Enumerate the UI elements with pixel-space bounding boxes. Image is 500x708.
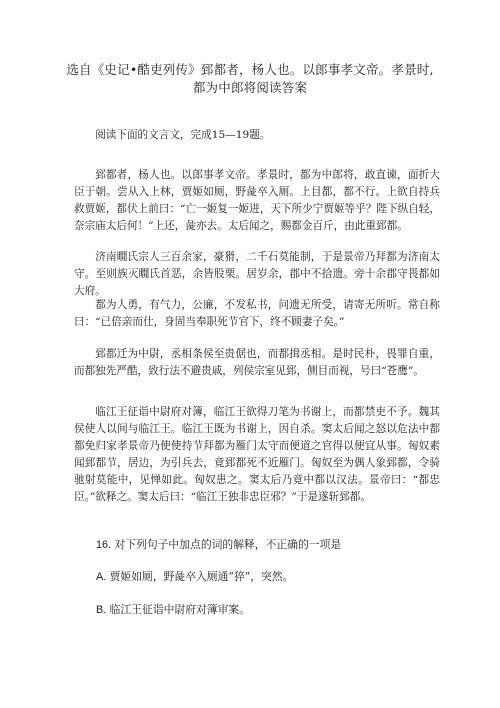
option-text: 临江王征诣中尉府对簿审案。 bbox=[109, 603, 250, 616]
option-letter: B. bbox=[96, 604, 107, 616]
instruction-text: 阅读下面的文言文，完成15—19题。 bbox=[95, 129, 271, 141]
document-title bbox=[58, 61, 442, 97]
option-b bbox=[96, 602, 250, 618]
option-text: 贾姬如厕，野彘卒入厕通“猝”，突然。 bbox=[109, 570, 294, 583]
paragraph-3: 都为人勇，有气力，公廉，不发私书，问遗无所受，请寄无所听。常自称曰：“已倍亲而仕，身固当奉职死节官下，终不顾妻子矣。” bbox=[74, 299, 440, 328]
title-line-2: 都为中郎将阅读答案 bbox=[192, 80, 308, 95]
option-letter: A. bbox=[96, 571, 107, 583]
question-text: 对下列句子中加点的词的解释，不正确的一项是 bbox=[114, 538, 342, 551]
paragraph-4: 郅都迁为中尉，丞相条侯至贵倨也，而都揖丞相。是时民朴，畏罪自重，而都独先严酷，致行法不避贵戚，列侯宗室见郅，侧目而视，号曰“苍鹰”。 bbox=[74, 348, 440, 377]
question-16 bbox=[96, 537, 341, 553]
paragraph-1: 郅都者，杨人也。以郎事孝文帝。孝景时，都为中郎将，敢直谏，面折大臣于朝。尝从入上林，贾姬如厕，野彘卒入厕。上目都，都不行。上欲自持兵救贾姬，都伏上前曰：“亡一姬复一姬进，天下所少宁贾姬等乎？陛下纵自轻，奈宗庙太后何！”上还，彘亦去。太后闻之，赐都金百斤，由此重郅都。 bbox=[74, 169, 440, 232]
title-line-1: 选自《史记•酷吏列传》郅都者，杨人也。以郎事孝文帝。孝景时, bbox=[66, 62, 434, 77]
option-a bbox=[96, 569, 293, 585]
question-number: 16. bbox=[96, 539, 112, 551]
paragraph-2: 济南瞯氏宗人三百余家，豪猾，二千石莫能制，于是景帝乃拜都为济南太守。至则族灭瞯氏首恶，余皆股栗。居岁余，郡中不拾遗。旁十余郡守畏都如大府。 bbox=[74, 251, 440, 297]
paragraph-5: 临江王征诣中尉府对簿，临江王欲得刀笔为书谢上，而都禁吏不予。魏其侯使人以间与临江王。临江王既为书谢上，因自杀。窦太后闻之怒以危法中都都免归家孝景帝乃使使持节拜都为雁门太守而便道之官得以便宜从事。匈奴素闻郅都节，居边，为引兵去，竟郅都死不近雁门。匈奴至为偶人象郅都，令骑驰射莫能中，见惮如此。匈奴患之。窦太后乃竟中都以汉法。景帝曰：“都忠臣。”欲释之。窦太后曰：“临江王独非忠臣邪？”于是遂斩郅都。 bbox=[74, 406, 440, 503]
